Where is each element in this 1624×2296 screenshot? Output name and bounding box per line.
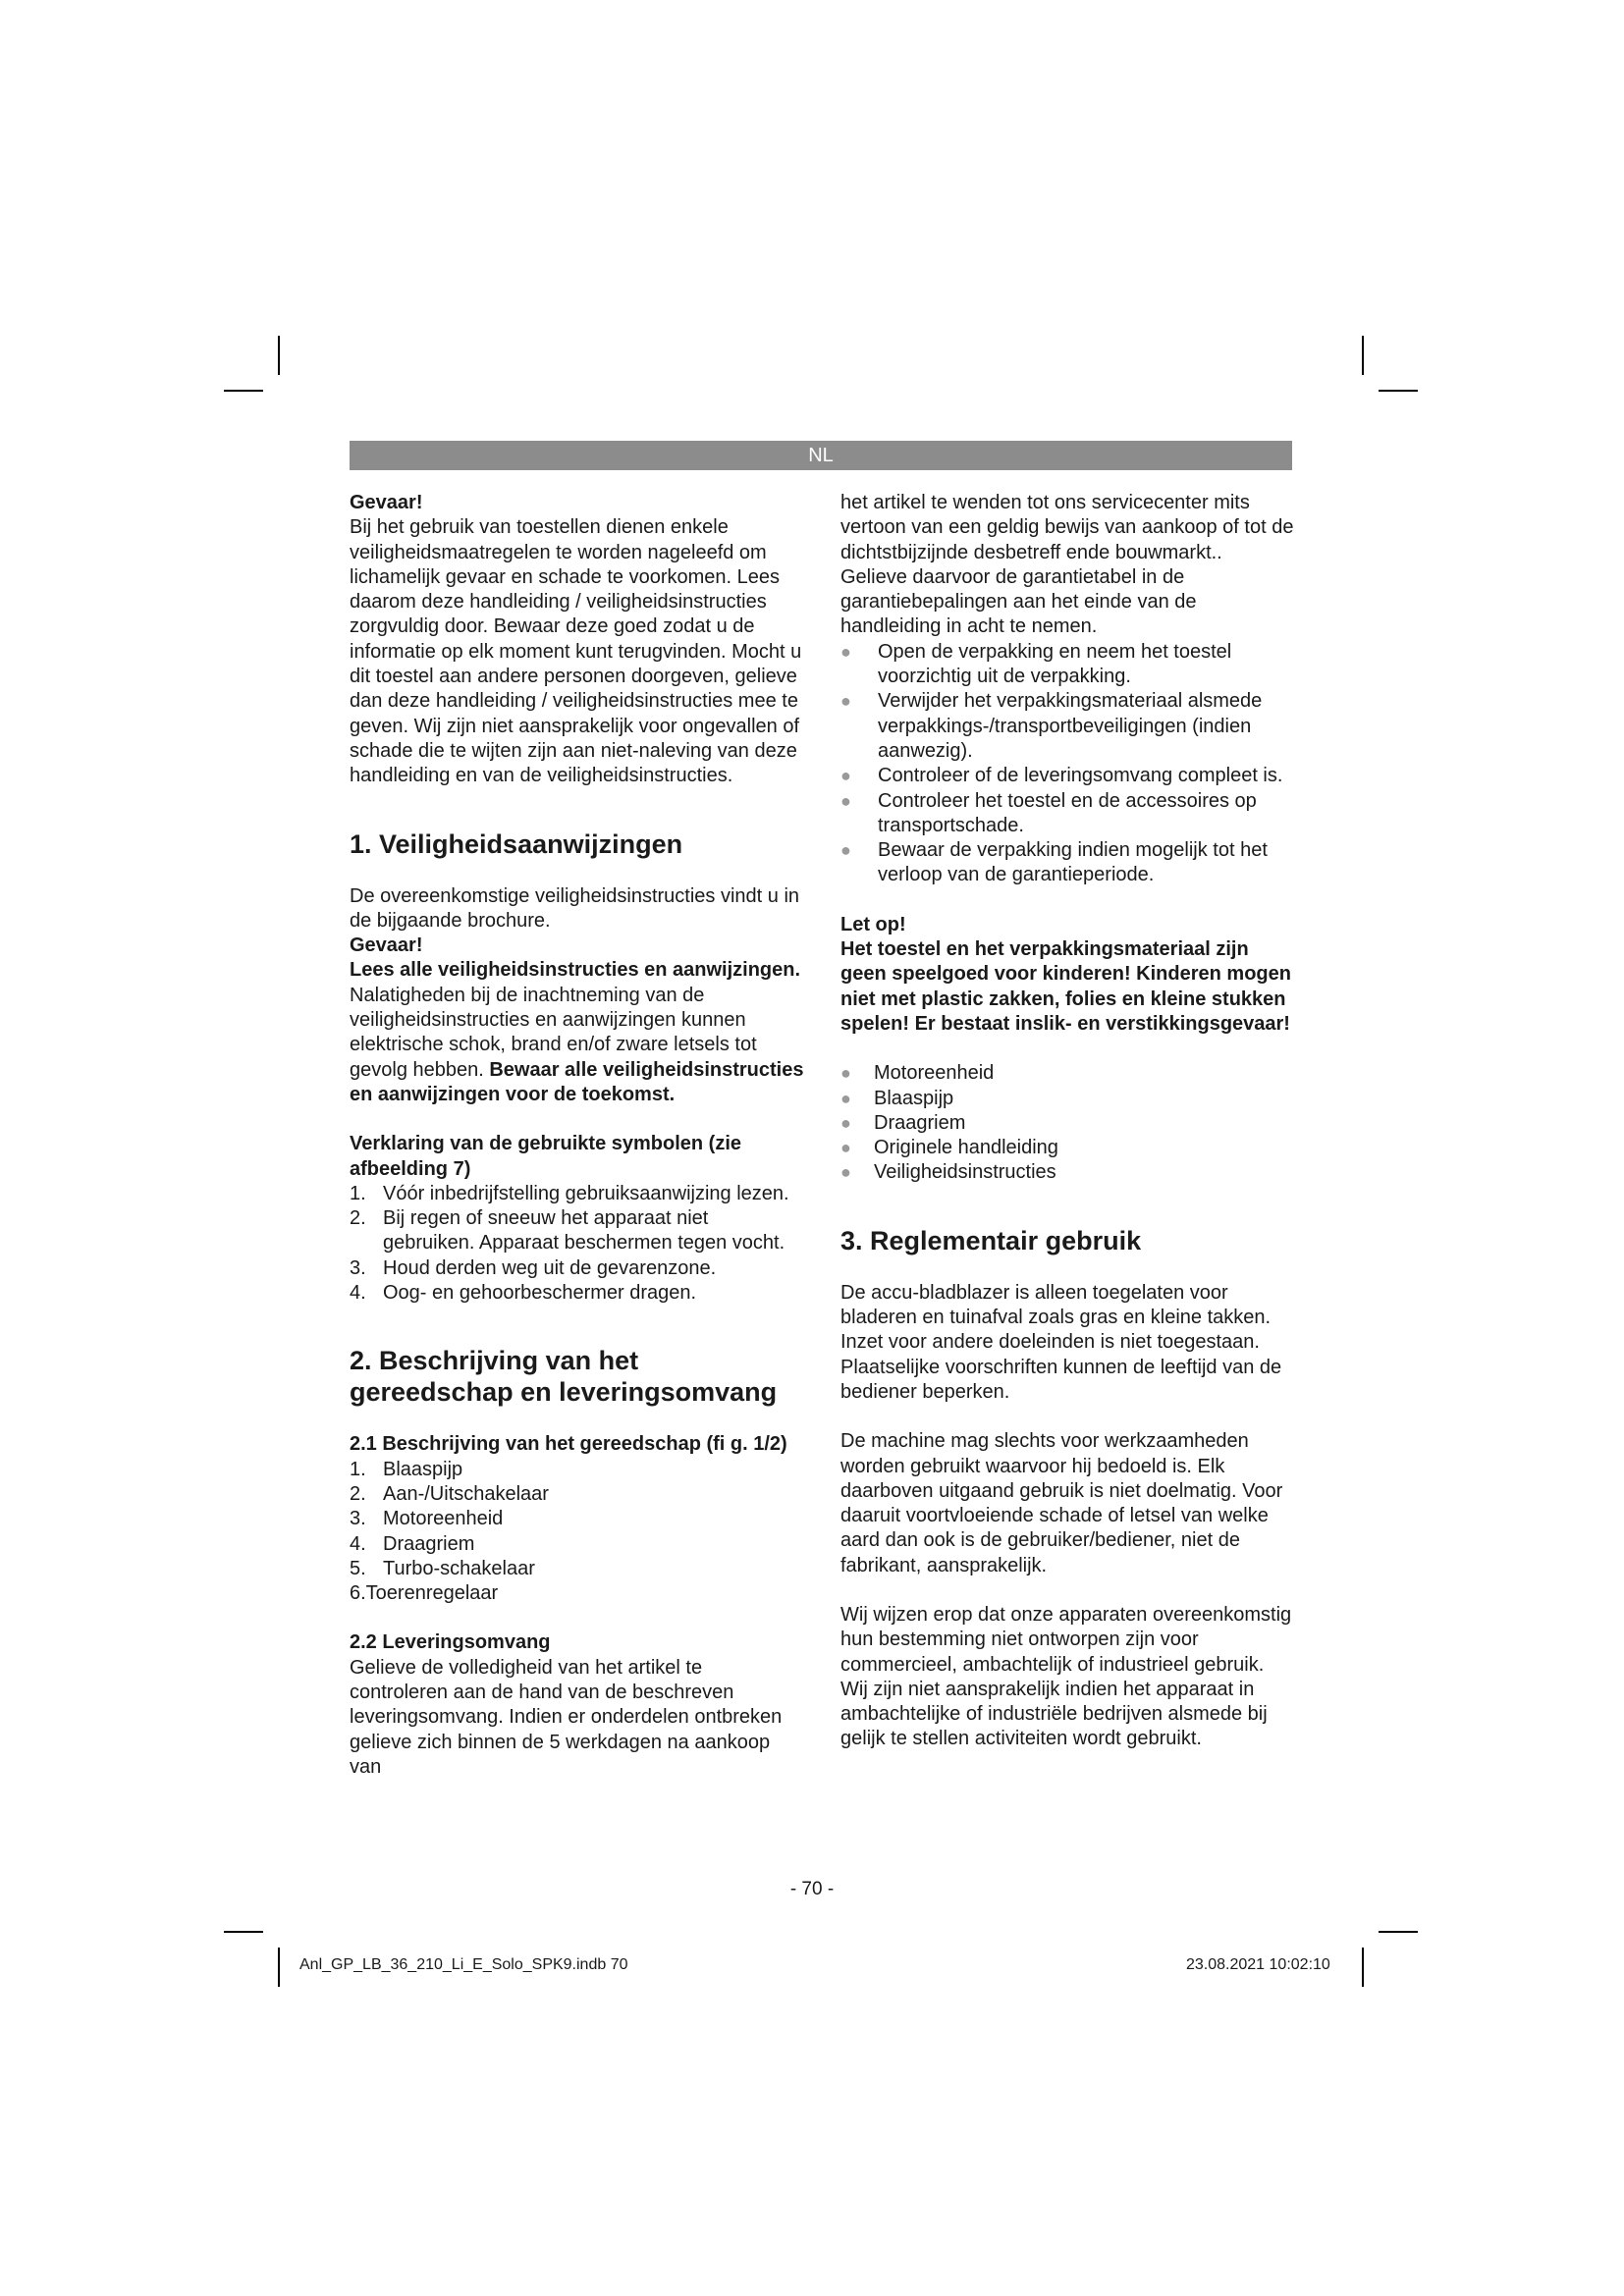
crop-mark bbox=[224, 1931, 263, 1933]
list-item: 4. Oog- en gehoorbeschermer dragen. bbox=[350, 1282, 697, 1305]
section-2-2-text: Gelieve de volledigheid van het artikel te controleren aan de hand van de beschreven leveringsomvang. Indien er onderdelen ontbreken gelieve zich binnen de 5 werkdagen na aankoop van bbox=[350, 1656, 783, 1778]
crop-mark bbox=[278, 1948, 280, 1987]
list-item: ● Blaaspijp bbox=[840, 1087, 1294, 1111]
list-item: 2. Aan-/Uitschakelaar bbox=[350, 1482, 549, 1505]
list-item: 4. Draagriem bbox=[350, 1532, 475, 1555]
symbols-list bbox=[350, 1182, 805, 1306]
section-1-title: 1. Veiligheidsaanwijzingen bbox=[350, 828, 683, 859]
section-3-paragraph-1: De accu-bladblazer is alleen toegelaten voor bladeren en tuinafval zoals gras en kleine takken. Inzet voor andere doeleinden is niet toegestaan. Plaatselijke voorschriften kunnen de leeftijd van de bediener beperken. bbox=[840, 1281, 1282, 1403]
list-item: ● Controleer of de leveringsomvang compleet is. bbox=[840, 764, 1294, 788]
crop-mark bbox=[1362, 1948, 1364, 1987]
intro-paragraph: Bij het gebruik van toestellen dienen enkele veiligheidsmaatregelen te worden nageleefd om lichamelijk gevaar en schade te voorkomen. Lees daarom deze handleiding / veiligheidsinstructies zorgvuldig door. Bewaar deze goed zodat u de informatie op elk moment kunt terugvinden. Mocht u dit toestel aan andere personen doorgeven, gelieve dan deze handleiding / veiligheidsinstructies mee te geven. Wij zijn niet aansprakelijk voor ongevallen of schade die te wijten zijn aan niet-naleving van deze handleiding en van de veiligheidsinstructies. bbox=[350, 516, 802, 787]
instructions-bold-2: Bewaar alle veiligheidsinstructies en aanwijzingen voor de toekomst. bbox=[350, 1058, 804, 1105]
crop-mark bbox=[224, 390, 263, 392]
section-3-title: 3. Reglementair gebruik bbox=[840, 1225, 1142, 1255]
section-2-1-title: 2.1 Beschrijving van het gereedschap (fi g. 1/2) bbox=[350, 1433, 787, 1456]
bullet-icon: ● bbox=[840, 1063, 851, 1084]
list-item: ● Veiligheidsinstructies bbox=[840, 1160, 1294, 1185]
footer-timestamp: 23.08.2021 10:02:10 bbox=[1186, 1956, 1330, 1973]
bullet-icon: ● bbox=[840, 1112, 851, 1133]
bullet-icon: ● bbox=[840, 766, 851, 786]
section-2-title: 2. Beschrijving van het gereedschap en leveringsomvang bbox=[350, 1346, 778, 1408]
contents-list bbox=[840, 1061, 1294, 1185]
crop-mark bbox=[278, 336, 280, 375]
list-item: ● Controleer het toestel en de accessoires op transportschade. bbox=[840, 789, 1257, 836]
section-2-2-title: 2.2 Leveringsomvang bbox=[350, 1631, 551, 1654]
list-item: 3. Motoreenheid bbox=[350, 1508, 504, 1530]
checklist bbox=[840, 640, 1294, 888]
list-item: ● Bewaar de verpakking indien mogelijk tot het verloop van de garantieperiode. bbox=[840, 839, 1268, 886]
bullet-icon: ● bbox=[840, 790, 851, 811]
list-item: 1. Vóór inbedrijfstelling gebruiksaanwijzing lezen. bbox=[350, 1182, 789, 1204]
bullet-icon: ● bbox=[840, 1162, 851, 1183]
section-3-paragraph-3: Wij wijzen erop dat onze apparaten overeenkomstig hun bestemming niet ontworpen zijn voor commercieel, ambachtelijk of industrieel gebruik. Wij zijn niet aansprakelijk indien het apparaat in ambachtelijke of industriële bedrijven alsmede bij gelijk te stellen activiteiten wordt gebruikt. bbox=[840, 1603, 1292, 1750]
list-item: ● Open de verpakking en neem het toestel voorzichtig uit de verpakking. bbox=[840, 640, 1232, 688]
left-column bbox=[350, 491, 805, 1780]
language-label: NL bbox=[808, 445, 834, 466]
page-number: - 70 - bbox=[789, 1879, 835, 1899]
list-item: 6.Toerenregelaar bbox=[350, 1582, 499, 1605]
list-item: ● Originele handleiding bbox=[840, 1136, 1294, 1160]
right-column bbox=[840, 491, 1294, 1752]
bullet-icon: ● bbox=[840, 1138, 851, 1158]
bullet-icon: ● bbox=[840, 641, 851, 662]
instructions-normal: Nalatigheden bij de inachtneming van de veiligheidsinstructies en aanwijzingen kunnen elektrische schok, brand en/of zware letsels tot gevolg hebben. bbox=[350, 984, 757, 1081]
symbols-title: Verklaring van de gebruikte symbolen (zie afbeelding 7) bbox=[350, 1133, 742, 1180]
instructions-bold-1: Lees alle veiligheidsinstructies en aanwijzingen. bbox=[350, 959, 801, 982]
list-item: 2. Bij regen of sneeuw het apparaat niet gebruiken. Apparaat beschermen tegen vocht. bbox=[350, 1207, 785, 1255]
section-1-instructions bbox=[350, 958, 805, 1107]
list-item: ● Draagriem bbox=[840, 1111, 1294, 1136]
list-item: 1. Blaaspijp bbox=[350, 1458, 463, 1480]
parts-list bbox=[350, 1458, 805, 1607]
list-item: ● Verwijder het verpakkingsmateriaal alsmede verpakkings-/transportbeveiligingen (indien aanwezig). bbox=[840, 690, 1263, 762]
attention-text: Het toestel en het verpakkingsmateriaal zijn geen speelgoed voor kinderen! Kinderen mogen niet met plastic zakken, folies en kleine stukken spelen! Er bestaat inslik- en verstikkingsgevaar! bbox=[840, 938, 1291, 1035]
continued-paragraph: het artikel te wenden tot ons servicecenter mits vertoon van een geldig bewijs van aankoop of tot de dichtstbijzijnde desbetreff ende bouwmarkt.. Gelieve daarvoor de garantietabel in de garantiebepalingen aan het einde van de handleiding in acht te nemen. bbox=[840, 492, 1294, 638]
crop-mark bbox=[1379, 390, 1418, 392]
crop-mark bbox=[1362, 336, 1364, 375]
language-header-bar bbox=[350, 441, 1292, 470]
section-1-warning: Gevaar! bbox=[350, 934, 423, 957]
footer-filename: Anl_GP_LB_36_210_Li_E_Solo_SPK9.indb 70 bbox=[299, 1956, 628, 1973]
attention-heading: Let op! bbox=[840, 913, 906, 935]
bullet-icon: ● bbox=[840, 1088, 851, 1108]
section-3-paragraph-2: De machine mag slechts voor werkzaamheden worden gebruikt waarvoor hij bedoeld is. Elk daarboven uitgaand gebruik is niet doelmatig. Voor daaruit voortvloeiende schade of letsel van welke aard dan ook is de gebruiker/bediener, niet de fabrikant, aansprakelijk. bbox=[840, 1430, 1283, 1576]
list-item: 5. Turbo-schakelaar bbox=[350, 1557, 535, 1579]
crop-mark bbox=[1379, 1931, 1418, 1933]
bullet-icon: ● bbox=[840, 840, 851, 861]
list-item: ● Motoreenheid bbox=[840, 1061, 1294, 1086]
section-1-text: De overeenkomstige veiligheidsinstructies vindt u in de bijgaande brochure. bbox=[350, 884, 800, 932]
danger-heading: Gevaar! bbox=[350, 492, 423, 513]
list-item: 3. Houd derden weg uit de gevarenzone. bbox=[350, 1256, 717, 1279]
bullet-icon: ● bbox=[840, 691, 851, 712]
